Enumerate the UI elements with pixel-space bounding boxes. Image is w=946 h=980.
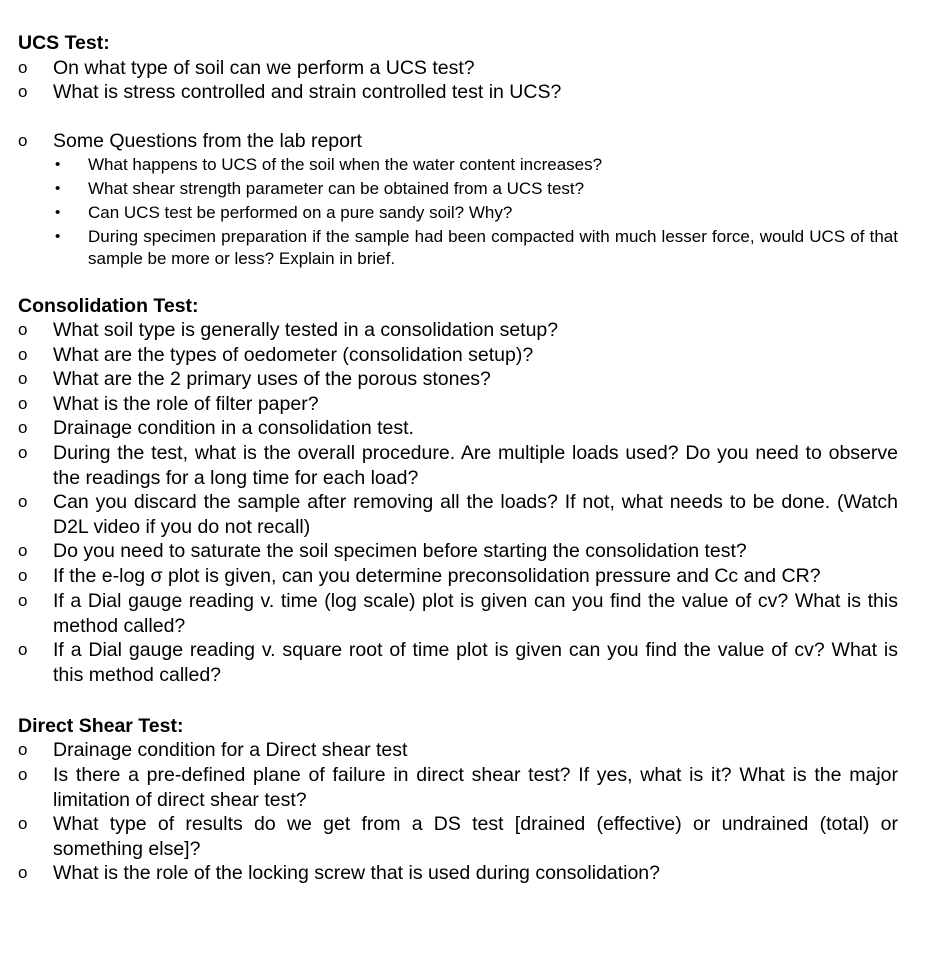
hollow-bullet-icon: o [18,320,28,339]
list-item-text: What type of results do we get from a DS test [drained (effective) or undrained (total) or something else]? [53,813,898,860]
list-item-text: What are the types of oedometer (consolidation setup)? [53,344,534,366]
hollow-bullet-icon: o [18,640,28,659]
list-item [18,812,898,861]
hollow-bullet-icon: o [18,740,28,759]
hollow-bullet-icon: o [18,541,28,560]
hollow-bullet-icon: o [18,591,28,610]
direct-shear-heading: Direct Shear Test: [18,715,184,737]
list-item-text: What is the role of filter paper? [53,393,319,415]
bullet-icon: • [55,204,61,221]
list-item-text: If a Dial gauge reading v. time (log scale) plot is given can you find the value of cv? What is this method called? [53,590,898,637]
list-item [18,318,898,343]
list-item [18,56,898,81]
list-item-text: Do you need to saturate the soil specimen before starting the consolidation test? [53,540,747,562]
hollow-bullet-icon: o [18,345,28,364]
list-item [18,490,898,539]
list-item [18,763,898,812]
list-item-text: What are the 2 primary uses of the porous stones? [53,368,491,390]
list-item [18,416,898,441]
ucs-heading: UCS Test: [18,32,110,54]
list-item [18,343,898,368]
list-item [18,392,898,417]
bullet-icon: • [55,156,61,173]
list-item [18,861,898,886]
list-item [18,129,898,154]
list-item [18,539,898,564]
list-item [18,738,898,763]
bullet-icon: • [55,180,61,197]
sub-list-item [55,154,898,176]
list-item-text: What is the role of the locking screw that is used during consolidation? [53,862,660,884]
list-item-text: During the test, what is the overall procedure. Are multiple loads used? Do you need to observe the readings for a long time for each load? [53,442,898,489]
list-item-text: Can you discard the sample after removing all the loads? If not, what needs to be done. (Watch D2L video if you do not recall) [53,491,898,538]
hollow-bullet-icon: o [18,369,28,388]
hollow-bullet-icon: o [18,566,28,585]
hollow-bullet-icon: o [18,82,28,101]
hollow-bullet-icon: o [18,765,28,784]
hollow-bullet-icon: o [18,443,28,462]
sub-list-item-text: Can UCS test be performed on a pure sandy soil? Why? [88,203,513,222]
hollow-bullet-icon: o [18,814,28,833]
hollow-bullet-icon: o [18,58,28,77]
list-item-text: Drainage condition in a consolidation test. [53,417,414,439]
hollow-bullet-icon: o [18,131,28,150]
list-item [18,367,898,392]
sub-list-item-text: During specimen preparation if the sample had been compacted with much lesser force, would UCS of that sample be more or less? Explain in brief. [88,227,898,268]
sub-list-item-text: What shear strength parameter can be obtained from a UCS test? [88,179,585,198]
list-item-text: Some Questions from the lab report [53,130,362,152]
list-item [18,638,898,687]
list-item-text: Is there a pre-defined plane of failure in direct shear test? If yes, what is it? What is the major limitation of direct shear test? [53,764,898,811]
list-item [18,589,898,638]
sub-list-item-text: What happens to UCS of the soil when the water content increases? [88,155,603,174]
list-item-text: If the e-log σ plot is given, can you determine preconsolidation pressure and Cc and CR? [53,565,821,587]
sub-list-item [55,202,898,224]
list-item-text: On what type of soil can we perform a UCS test? [53,57,475,79]
hollow-bullet-icon: o [18,418,28,437]
list-item-text: Drainage condition for a Direct shear test [53,739,408,761]
sub-list-item [55,178,898,200]
list-item [18,441,898,490]
consolidation-heading: Consolidation Test: [18,295,199,317]
hollow-bullet-icon: o [18,394,28,413]
list-item [18,564,898,589]
sub-list-item [55,226,898,269]
list-item-text: What is stress controlled and strain controlled test in UCS? [53,81,562,103]
bullet-icon: • [55,228,61,245]
hollow-bullet-icon: o [18,863,28,882]
list-item-text: What soil type is generally tested in a consolidation setup? [53,319,559,341]
hollow-bullet-icon: o [18,492,28,511]
list-item [18,80,898,105]
list-item-text: If a Dial gauge reading v. square root of time plot is given can you find the value of cv? What is this method called? [53,639,898,686]
